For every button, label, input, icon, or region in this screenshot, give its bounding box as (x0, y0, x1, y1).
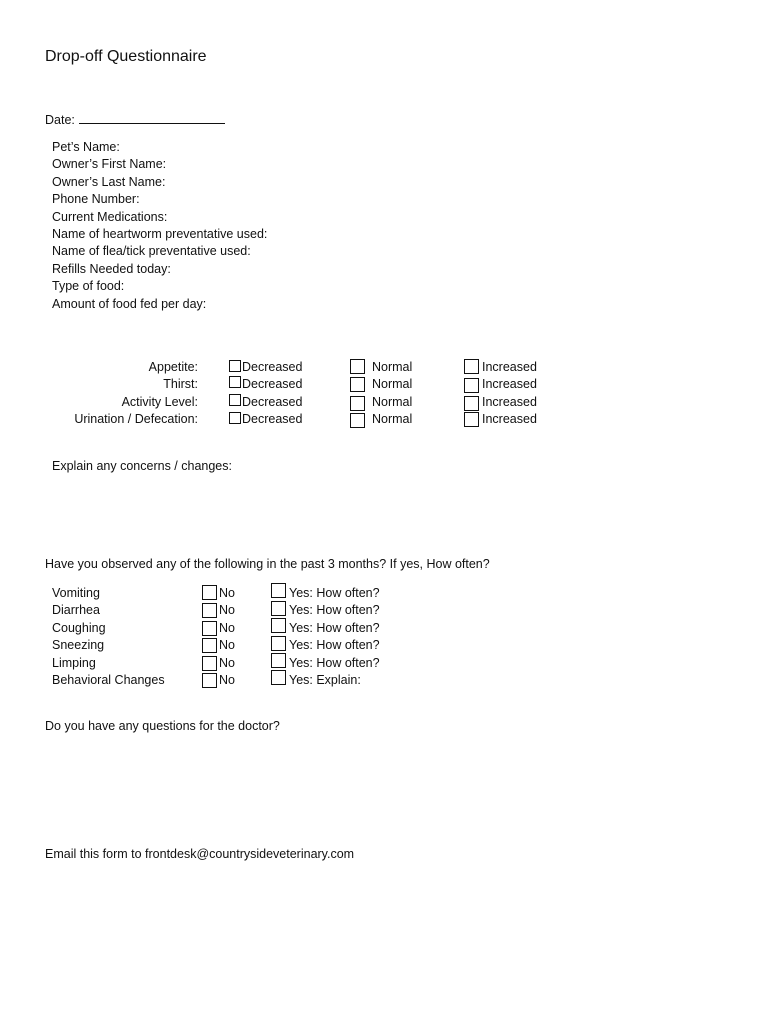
appetite-increased-label: Increased (482, 360, 537, 374)
symptom-label-coughing: Coughing (52, 621, 106, 635)
coughing-no-label: No (219, 621, 235, 635)
condition-label-activity: Activity Level: (121, 395, 198, 409)
sneezing-yes-label: Yes: How often? (289, 638, 380, 652)
coughing-yes-checkbox[interactable] (271, 618, 286, 633)
symptom-label-behavioral: Behavioral Changes (52, 673, 165, 687)
appetite-increased-checkbox[interactable] (464, 359, 479, 374)
symptom-label-diarrhea: Diarrhea (52, 603, 100, 617)
activity-normal-checkbox[interactable] (350, 396, 365, 411)
coughing-no-checkbox[interactable] (202, 621, 217, 636)
appetite-decreased-label: Decreased (242, 360, 303, 374)
info-fields (52, 139, 267, 313)
diarrhea-no-label: No (219, 603, 235, 617)
sneezing-no-checkbox[interactable] (202, 638, 217, 653)
activity-decreased-checkbox[interactable] (229, 394, 241, 406)
email-note: Email this form to frontdesk@countrysideveterinary.com (45, 847, 355, 861)
diarrhea-no-checkbox[interactable] (202, 603, 217, 618)
vomiting-yes-label: Yes: How often? (289, 586, 380, 600)
info-field-food-amount: Amount of food fed per day: (52, 296, 207, 311)
info-field-owner-last-name: Owner’s Last Name: (52, 174, 166, 189)
urination-increased-checkbox[interactable] (464, 412, 479, 427)
info-field-owner-first-name: Owner’s First Name: (52, 157, 167, 172)
info-field-heartworm: Name of heartworm preventative used: (52, 226, 268, 241)
diarrhea-yes-label: Yes: How often? (289, 603, 380, 617)
urination-normal-checkbox[interactable] (350, 413, 365, 428)
behavioral-yes-checkbox[interactable] (271, 670, 286, 685)
thirst-normal-label: Normal (372, 377, 413, 391)
thirst-decreased-checkbox[interactable] (229, 376, 241, 388)
date-row (45, 111, 225, 129)
thirst-increased-checkbox[interactable] (464, 378, 479, 393)
info-field-phone: Phone Number: (52, 192, 140, 207)
thirst-increased-label: Increased (482, 377, 537, 391)
info-field-flea-tick: Name of flea/tick preventative used: (52, 244, 251, 259)
vomiting-no-checkbox[interactable] (202, 585, 217, 600)
limping-yes-checkbox[interactable] (271, 653, 286, 668)
date-field[interactable] (79, 111, 225, 124)
activity-increased-checkbox[interactable] (464, 396, 479, 411)
vomiting-no-label: No (219, 586, 235, 600)
symptom-label-limping: Limping (52, 656, 96, 670)
behavioral-no-label: No (219, 673, 235, 687)
behavioral-yes-label: Yes: Explain: (289, 673, 361, 687)
info-field-food-type: Type of food: (52, 279, 125, 294)
diarrhea-yes-checkbox[interactable] (271, 601, 286, 616)
urination-normal-label: Normal (372, 412, 413, 426)
info-field-pet-name: Pet’s Name: (52, 140, 120, 154)
page-title: Drop-off Questionnaire (45, 48, 207, 65)
thirst-normal-checkbox[interactable] (350, 377, 365, 392)
activity-normal-label: Normal (372, 395, 413, 409)
thirst-decreased-label: Decreased (242, 377, 303, 391)
date-label: Date: (45, 113, 75, 127)
doctor-question: Do you have any questions for the doctor? (45, 719, 280, 733)
sneezing-yes-checkbox[interactable] (271, 636, 286, 651)
concerns-label: Explain any concerns / changes: (52, 459, 232, 473)
coughing-yes-label: Yes: How often? (289, 621, 380, 635)
condition-label-appetite: Appetite: (148, 360, 198, 374)
urination-decreased-checkbox[interactable] (229, 412, 241, 424)
limping-yes-label: Yes: How often? (289, 656, 380, 670)
urination-decreased-label: Decreased (242, 412, 303, 426)
behavioral-no-checkbox[interactable] (202, 673, 217, 688)
appetite-decreased-checkbox[interactable] (229, 360, 241, 372)
condition-label-urination: Urination / Defecation: (74, 412, 198, 426)
appetite-normal-label: Normal (372, 360, 413, 374)
info-field-medications: Current Medications: (52, 209, 168, 224)
vomiting-yes-checkbox[interactable] (271, 583, 286, 598)
activity-decreased-label: Decreased (242, 395, 303, 409)
appetite-normal-checkbox[interactable] (350, 359, 365, 374)
symptom-label-sneezing: Sneezing (52, 638, 105, 652)
urination-increased-label: Increased (482, 412, 537, 426)
limping-no-label: No (219, 656, 235, 670)
activity-increased-label: Increased (482, 395, 537, 409)
observed-question: Have you observed any of the following in the past 3 months? If yes, How often? (45, 557, 490, 571)
info-field-refills: Refills Needed today: (52, 261, 171, 276)
sneezing-no-label: No (219, 638, 235, 652)
condition-label-thirst: Thirst: (163, 377, 198, 391)
symptom-label-vomiting: Vomiting (52, 586, 100, 600)
limping-no-checkbox[interactable] (202, 656, 217, 671)
